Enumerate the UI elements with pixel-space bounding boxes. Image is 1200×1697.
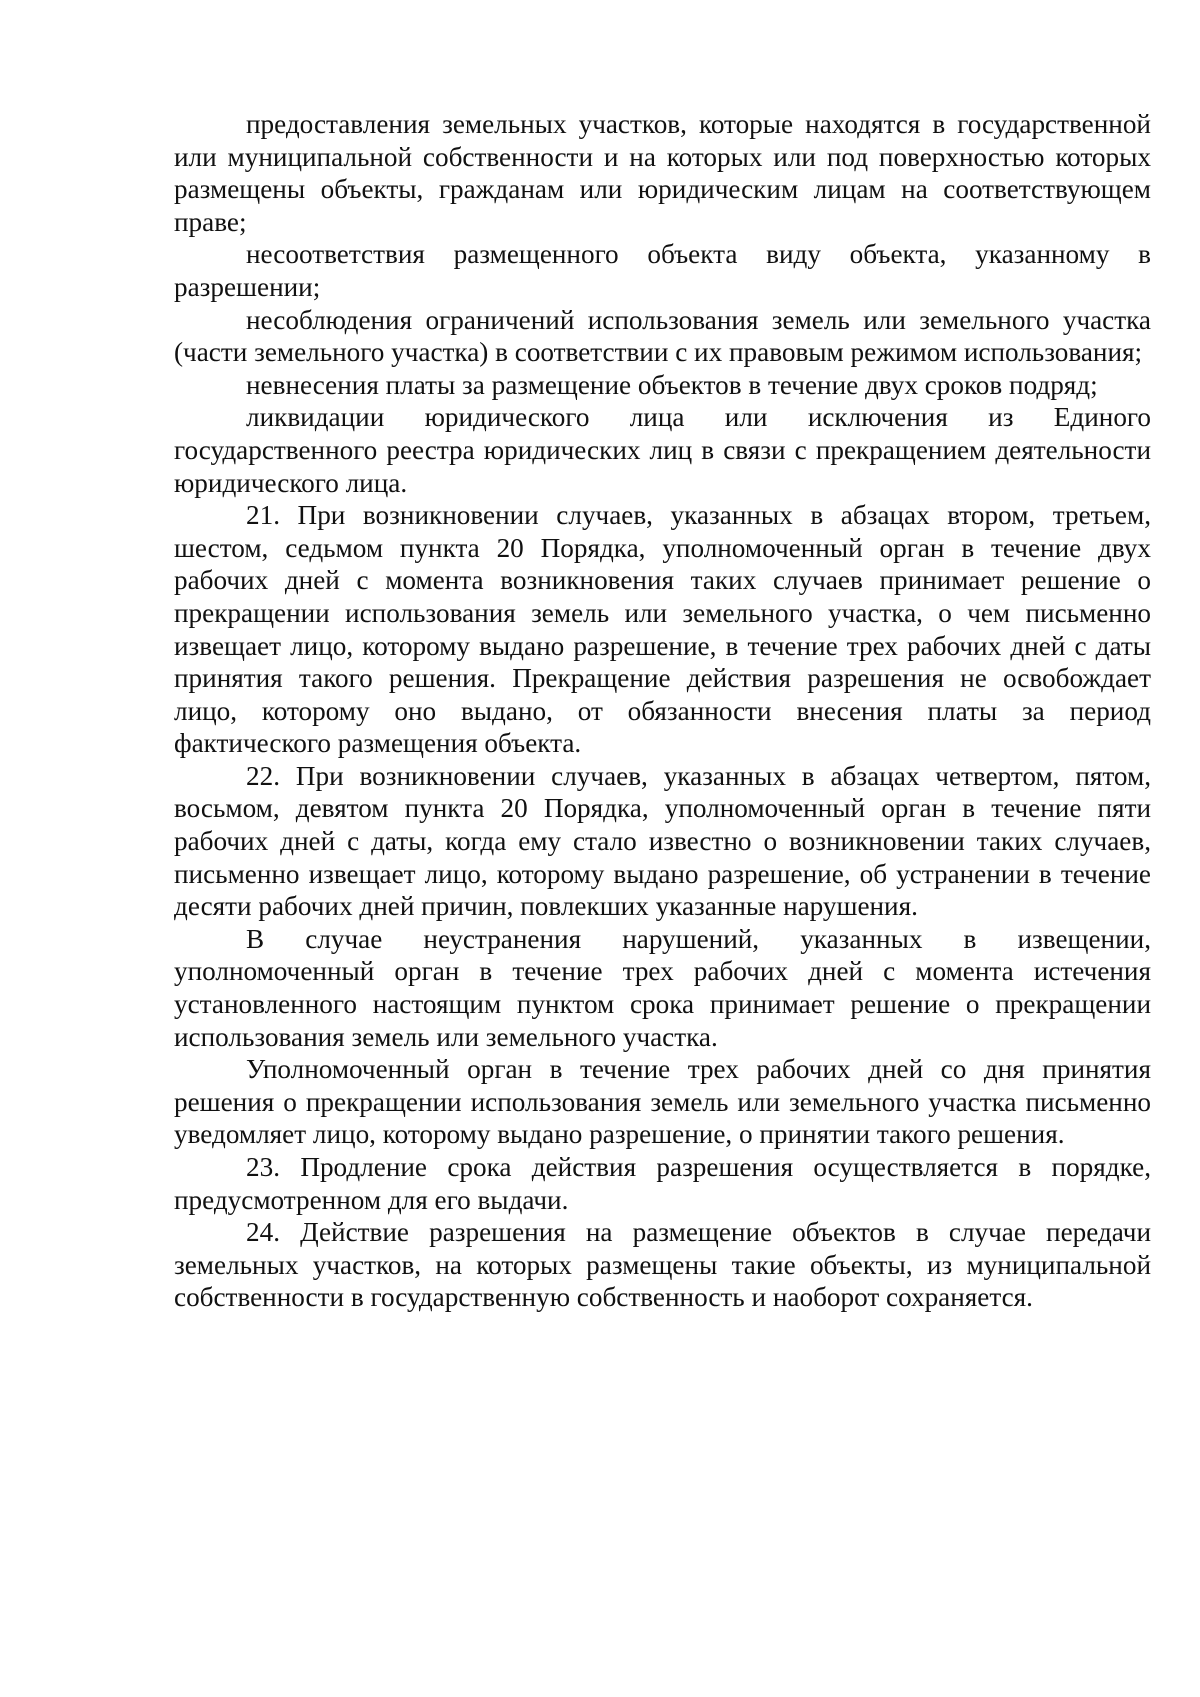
paragraph-non-payment: невнесения платы за размещение объектов в течение двух сроков подряд; bbox=[246, 369, 1098, 400]
paragraph-land-provision: предоставления земельных участков, которые находятся в государственной или муниципальной собственности и на которых или под поверхностью которых размещены объекты, гражданам или юридическим лицам на соответствующем праве; bbox=[174, 109, 1151, 237]
paragraph-item-22: 22. При возникновении случаев, указанных в абзацах четвертом, пятом, восьмом, девятом пункта 20 Порядка, уполномоченный орган в течение пяти рабочих дней с даты, когда ему стало известно о возникновении таких случаев, письменно извещает лицо, которому выдано разрешение, об устранении в течение десяти рабочих дней причин, повлекших указанные нарушения. bbox=[174, 760, 1151, 922]
paragraph-land-use-restrictions: несоблюдения ограничений использования земель или земельного участка (части земельного участка) в соответствии с их правовым режимом использования; bbox=[174, 304, 1151, 368]
paragraph-item-23: 23. Продление срока действия разрешения осуществляется в порядке, предусмотренном для его выдачи. bbox=[174, 1152, 1151, 1215]
paragraph-non-elimination: В случае неустранения нарушений, указанных в извещении, уполномоченный орган в течение трех рабочих дней с момента истечения установленного настоящим пунктом срока принимает решение о прекращении использования земель или земельного участка. bbox=[174, 923, 1151, 1052]
paragraph-item-24: 24. Действие разрешения на размещение объектов в случае передачи земельных участков, на которых размещены такие объекты, из муниципальной собственности в государственную собственность и наоборот сохраняется. bbox=[174, 1217, 1151, 1313]
paragraph-liquidation: ликвидации юридического лица или исключения из Единого государственного реестра юридических лиц в связи с прекращением деятельности юридического лица. bbox=[174, 402, 1151, 498]
paragraph-notification: Уполномоченный орган в течение трех рабочих дней со дня принятия решения о прекращении использования земель или земельного участка письменно уведомляет лицо, которому выдано разрешение, о принятии такого решения. bbox=[174, 1054, 1151, 1150]
paragraph-object-mismatch: несоответствия размещенного объекта виду объекта, указанному в разрешении; bbox=[174, 239, 1151, 302]
paragraph-item-21: 21. При возникновении случаев, указанных в абзацах втором, третьем, шестом, седьмом пункта 20 Порядка, уполномоченный орган в течение двух рабочих дней с момента возникновения таких случаев принимает решение о прекращении использования земель или земельного участка, о чем письменно извещает лицо, которому выдано разрешение, в течение трех рабочих дней с даты принятия такого решения. Прекращение действия разрешения не освобождает лицо, которому оно выдано, от обязанности внесения платы за период фактического размещения объекта. bbox=[174, 500, 1151, 759]
document-body bbox=[174, 108, 1151, 1314]
